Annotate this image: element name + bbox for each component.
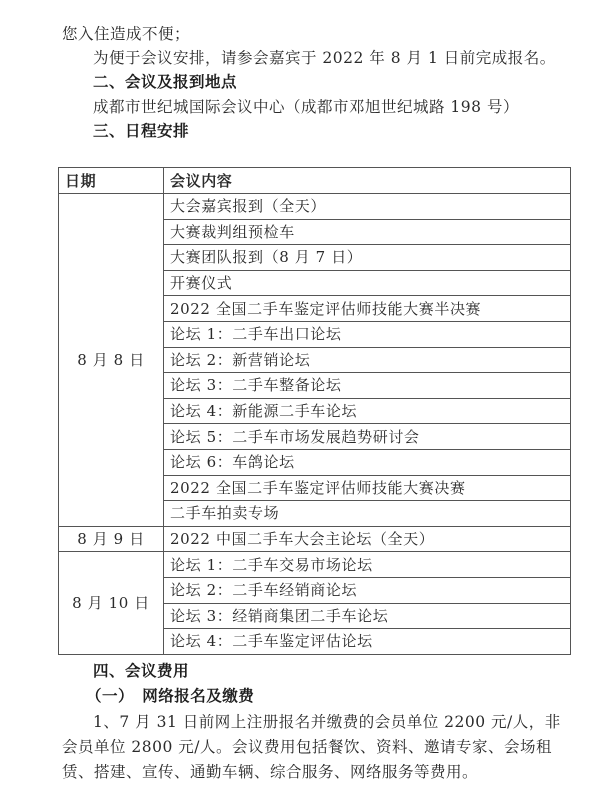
content-cell: 大赛团队报到（8 月 7 日） [164, 245, 571, 271]
content-cell: 论坛 5：二手车市场发展趋势研讨会 [164, 424, 571, 450]
section-4-heading: 四、会议费用 [93, 662, 190, 680]
content-cell: 论坛 3：经销商集团二手车论坛 [164, 603, 571, 629]
section-3-heading: 三、日程安排 [93, 122, 190, 140]
intro-line-1: 您入住造成不便； [62, 25, 191, 43]
date-cell: 8 月 8 日 [59, 194, 164, 527]
header-date: 日期 [59, 168, 164, 194]
content-cell: 二手车拍卖专场 [164, 501, 571, 527]
content-cell: 论坛 4：二手车鉴定评估论坛 [164, 629, 571, 655]
subsection-1-heading [86, 686, 254, 706]
table-row [59, 552, 571, 578]
subsection-1-label: （一） 网络报名及缴费 [86, 687, 255, 705]
fee-para-line-1: 1、7 月 31 日前网上注册报名并缴费的会员单位 2200 元/人，非 [93, 713, 561, 731]
content-cell: 2022 全国二手车鉴定评估师技能大赛决赛 [164, 475, 571, 501]
date-cell: 8 月 9 日 [59, 526, 164, 552]
fee-para-line-2: 会员单位 2800 元/人。会议费用包括餐饮、资料、邀请专家、会场租 [62, 738, 553, 756]
table-header-row [59, 168, 571, 194]
venue-text: 成都市世纪城国际会议中心（成都市邓旭世纪城路 198 号） [93, 98, 519, 116]
content-cell: 开赛仪式 [164, 270, 571, 296]
content-cell: 大赛裁判组预检车 [164, 219, 571, 245]
content-cell: 论坛 2：新营销论坛 [164, 347, 571, 373]
content-cell: 2022 中国二手车大会主论坛（全天） [164, 526, 571, 552]
content-cell: 论坛 6：车鸽论坛 [164, 449, 571, 475]
schedule-table [58, 167, 571, 655]
content-cell: 大会嘉宾报到（全天） [164, 194, 571, 220]
intro-line-2: 为便于会议安排，请参会嘉宾于 2022 年 8 月 1 日前完成报名。 [93, 49, 556, 67]
content-cell: 论坛 4：新能源二手车论坛 [164, 398, 571, 424]
content-cell: 2022 全国二手车鉴定评估师技能大赛半决赛 [164, 296, 571, 322]
content-cell: 论坛 2：二手车经销商论坛 [164, 577, 571, 603]
header-content: 会议内容 [164, 168, 571, 194]
table-row [59, 526, 571, 552]
section-2-heading: 二、会议及报到地点 [93, 73, 238, 91]
table-row [59, 194, 571, 220]
content-cell: 论坛 1：二手车出口论坛 [164, 321, 571, 347]
date-cell: 8 月 10 日 [59, 552, 164, 654]
content-cell: 论坛 1：二手车交易市场论坛 [164, 552, 571, 578]
fee-para-line-3: 赁、搭建、宣传、通勤车辆、综合服务、网络服务等费用。 [62, 763, 479, 781]
content-cell: 论坛 3：二手车整备论坛 [164, 373, 571, 399]
